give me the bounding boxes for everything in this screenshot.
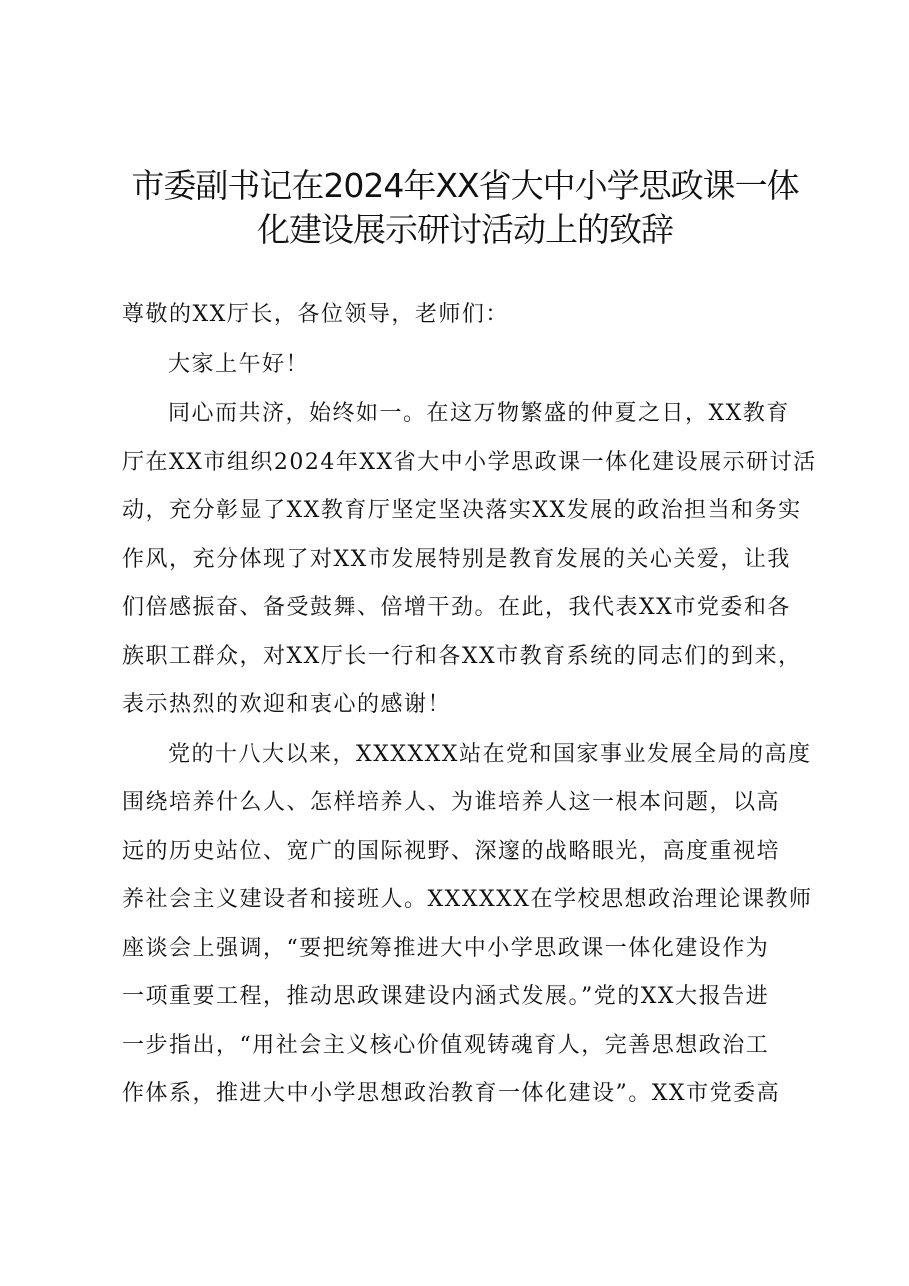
document-title: [100, 164, 830, 252]
salutation-line: 尊敬的XX厅长，各位领导，老师们：: [122, 302, 509, 327]
paragraph-line: 远的历史站位、宽广的国际视野、深邃的战略眼光，高度重视培: [122, 838, 781, 864]
paragraph-2: [122, 736, 812, 1113]
document-body: [122, 296, 817, 1113]
title-line-2: 化建设展示研讨活动上的致辞: [257, 210, 673, 249]
paragraph-line: 围绕培养什么人、怎样培养人、为谁培养人这一根本问题，以高: [122, 790, 781, 815]
paragraph-line: 同心而共济，始终如一。在这万物繁盛的仲夏之日，XX教育: [168, 401, 790, 426]
paragraph-line: 表示热烈的欢迎和衷心的感谢！: [122, 692, 452, 717]
paragraph-line: 一项重要工程，推动思政课建设内涵式发展。”党的XX大报告进: [122, 984, 770, 1009]
paragraph-line: 厅在XX市组织2024年XX省大中小学思政课一体化建设展示研讨活: [122, 449, 817, 475]
paragraph-line: 养社会主义建设者和接班人。XXXXXX在学校思想政治理论课教师: [122, 887, 813, 912]
title-line-1: 市委副书记在2024年XX省大中小学思政课一体: [131, 166, 799, 205]
paragraph-line: 作体系，推进大中小学思想政治教育一体化建设”。XX市党委高: [122, 1081, 781, 1106]
paragraph-line: 一步指出，“用社会主义核心价值观铸魂育人，完善思想政治工: [122, 1032, 770, 1058]
paragraph-1: [122, 395, 817, 724]
paragraph-line: 们倍感振奋、备受鼓舞、倍增干劲。在此，我代表XX市党委和各: [122, 595, 791, 620]
paragraph-line: 党的十八大以来，XXXXXX站在党和国家事业发展全局的高度: [168, 741, 812, 767]
paragraph-line: 作风，充分体现了对XX市发展特别是教育发展的关心关爱，让我: [122, 546, 791, 572]
greeting: [122, 346, 812, 384]
paragraph-line: 座谈会上强调，“要把统筹推进大中小学思政课一体化建设作为: [122, 935, 770, 961]
salutation: [122, 296, 812, 334]
greeting-line: 大家上午好！: [168, 351, 310, 377]
paragraph-line: 动，充分彰显了XX教育厅坚定坚决落实XX发展的政治担当和务实: [122, 498, 802, 523]
paragraph-line: 族职工群众，对XX厅长一行和各XX市教育系统的同志们的到来，: [122, 643, 802, 669]
